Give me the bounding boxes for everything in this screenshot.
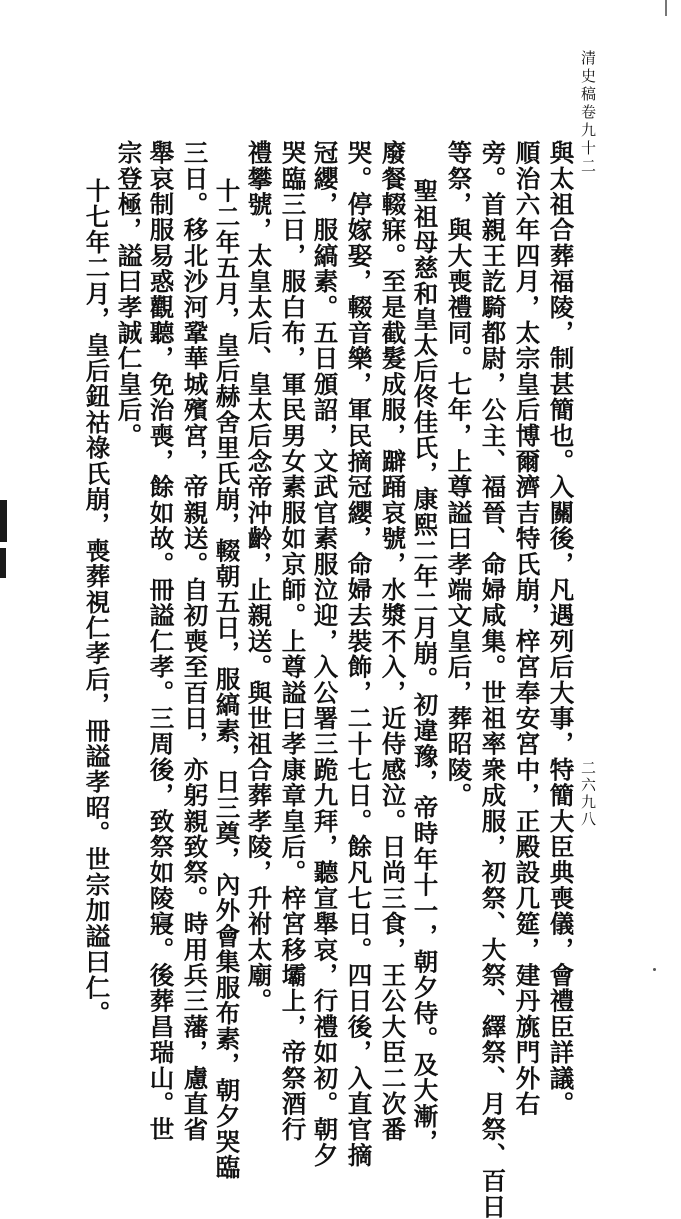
scan-speck [653,968,656,971]
text-column: 三日。移北沙河鞏華城殯宮，帝親送。自初喪至百日，亦躬親致祭。時用兵三藩，慮直省 [180,140,210,1143]
text-column: 旁。首親王訖騎都尉，公主、福晉、命婦咸集。世祖率衆成服，初祭、大祭、繹祭、月祭、百日 [478,140,508,1219]
binding-mark [0,500,7,542]
text-column: 哭臨三日，服白布，軍民男女素服如京師。上尊謚曰孝康章皇后。梓宮移壩上，帝祭酒行 [278,140,308,1143]
text-column: 廢餐輟寐。至是截髮成服，躃踊哀號，水漿不入，近侍感泣。日尚三食，王公大臣二次番 [378,140,408,1143]
book-title-header: 清史稿卷九十二 [579,50,597,176]
text-column: 哭。停嫁娶，輟音樂，軍民摘冠纓，命婦去裝飾，二十七日。餘凡七日。四日後，入直官摘 [344,140,374,1168]
text-column: 舉哀制服易惑觀聽，免治喪，餘如故。冊謚仁孝。三周後，致祭如陵寢。後葬昌瑞山。世 [146,140,176,1143]
text-column: 十七年二月，皇后鈕祜祿氏崩，喪葬視仁孝后，冊謚孝昭。世宗加謚曰仁。 [82,178,112,1027]
text-column: 順治六年四月，太宗皇后博爾濟吉特氏崩，梓宮奉安宮中，正殿設几筵，建丹旐門外右 [512,140,542,1117]
text-column: 與太祖合葬福陵，制甚簡也。入關後，凡遇列后大事，特簡大臣典喪儀，會禮臣詳議。 [546,140,576,1117]
text-column: 聖祖母慈和皇太后佟佳氏，康熙二年二月崩。初違豫，帝時年十一，朝夕侍。及大漸， [410,178,440,1155]
text-column: 十二年五月，皇后赫舍里氏崩，輟朝五日，服縞素，日三奠，內外會集服布素，朝夕哭臨 [212,178,242,1181]
binding-mark-lower [0,548,6,578]
text-column: 冠纓，服縞素。五日頒詔，文武官素服泣迎，入公署三跪九拜，聽宣舉哀，行禮如初。朝夕 [310,140,340,1168]
text-column: 等祭，與大喪禮同。七年，上尊謚曰孝端文皇后，葬昭陵。 [444,140,474,809]
scan-edge-mark [665,0,667,16]
page-number: 二六九八 [579,760,597,828]
text-column: 禮攀號，太皇太后、皇太后念帝沖齡，止親送。與世祖合葬孝陵，升祔太廟。 [244,140,274,1014]
text-column: 宗登極，謚曰孝誠仁皇后。 [114,140,144,449]
